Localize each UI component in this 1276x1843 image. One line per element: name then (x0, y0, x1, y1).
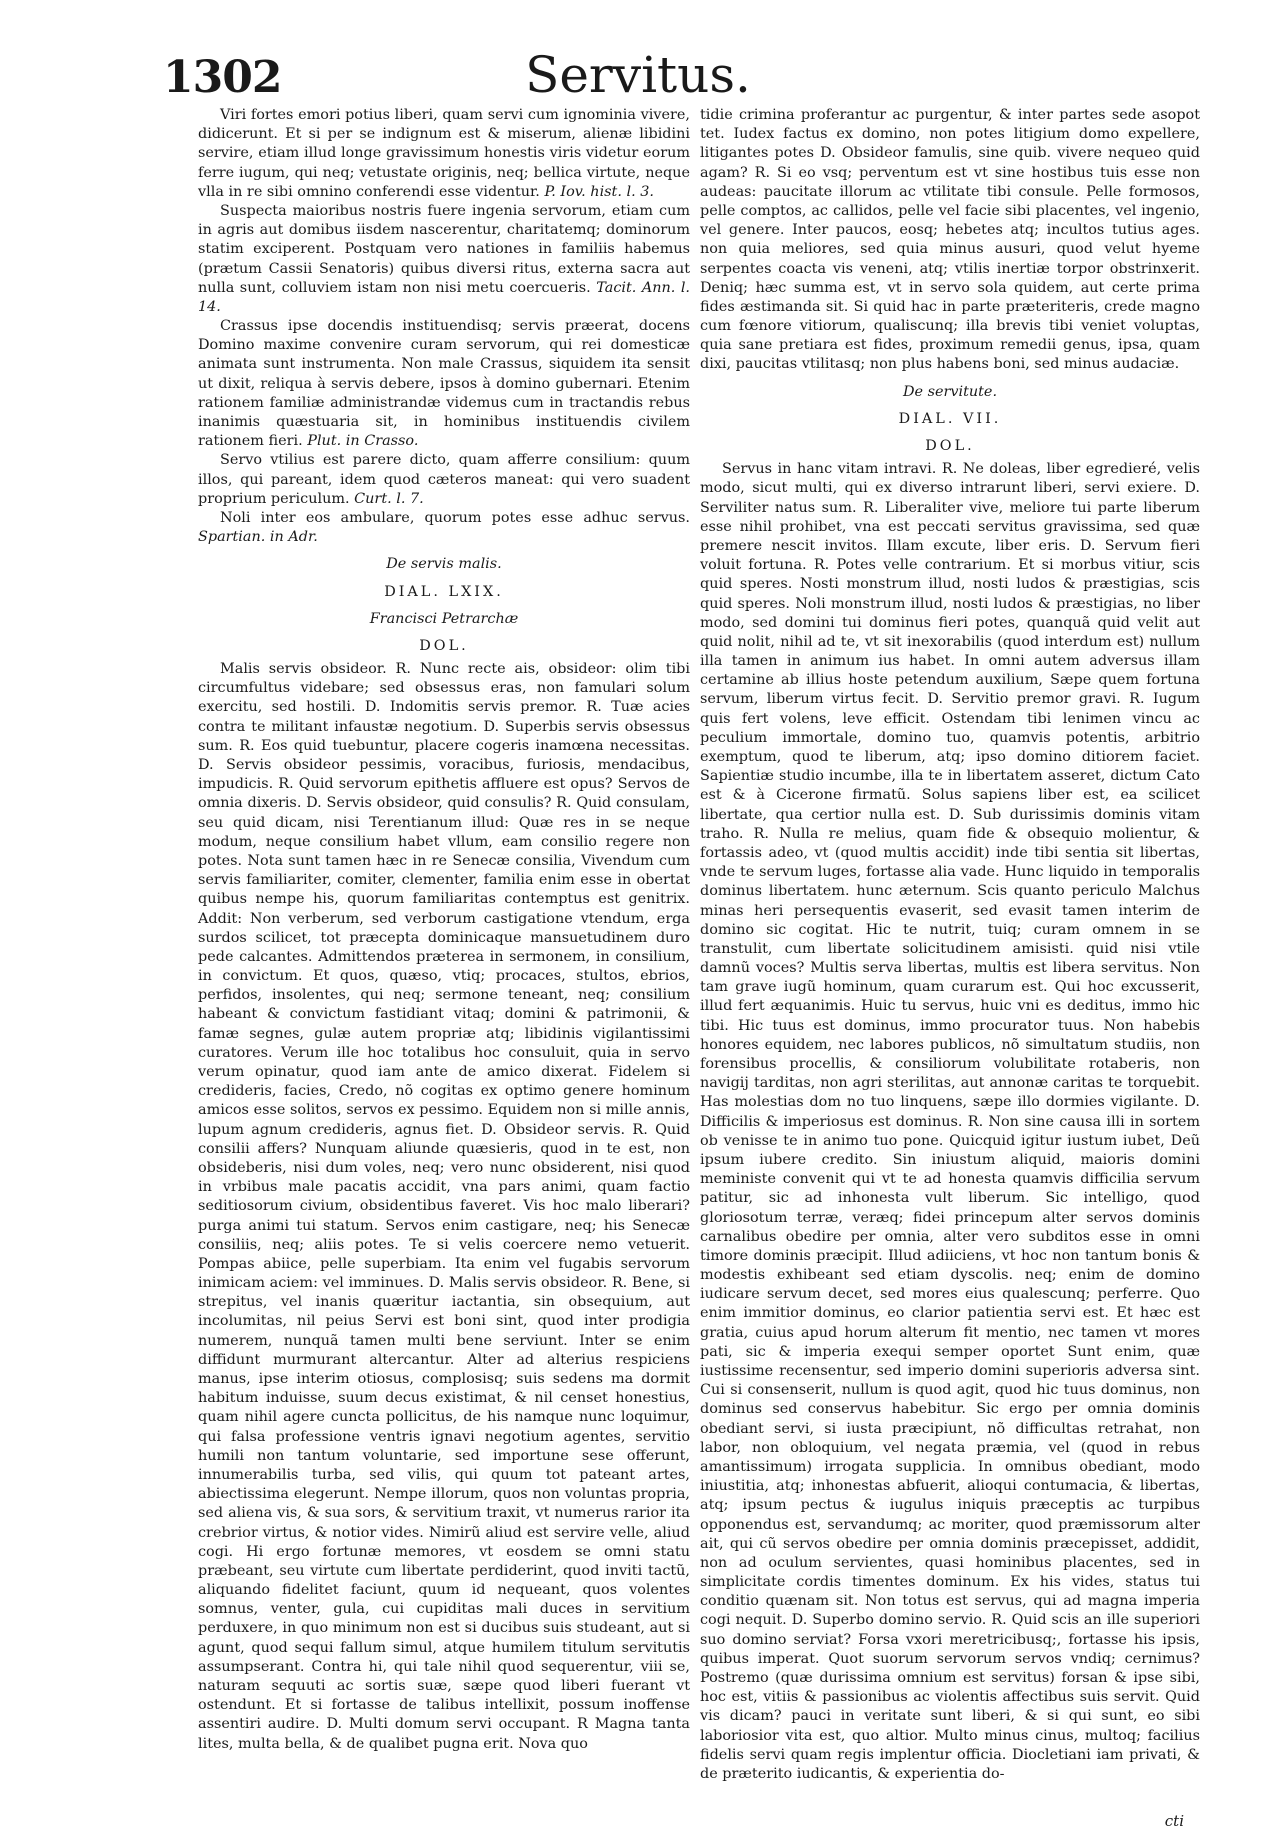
paragraph-text: Suspecta maioribus nostris fuere ingenia servorum, etiam cum in agris aut domibus iisdem nascerentur, charitatemq; dominorum statim exciperent. Postquam vero nationes in familiis habemus (prætum Cassii Senatoris) quibus diversi ritus, externa sacra aut nulla sunt, colluviem istam non nisi metu coercueris. (198, 202, 690, 296)
dialogue-number: DIAL. VII. (898, 410, 1002, 427)
lead-text: tidie crimina proferantur ac purgentur, & inter partes sede asopot tet. Iudex factus ex domino, non potes litigium domo expellere, litigantes potes D. Obsideor famulis, sine quib. vivere nequeo quid agam? R. Si eo vsq; perventum est vt sine hostibus tuis esse non audeas: paucitate illorum ac vtilitate tibi consule. Pelle formosos, pelle comptos, ac callidos, pelle vel facie sibi placentes, vel ingenio, vel genere. Inter paucos, eosq; hebetes atq; incultos tutius ages. non quia meliores, sed quia minus ausuri, quod velut hyeme serpentes coacta vis veneni, atq; vtilis inertiæ torpor obstrinxerit. Deniq; hæc summa est, vt in servo sola quidem, aut certe prima fides æstimanda sit. Si quid hac in parte præteriteris, crede magno cum fœnore vitiorum, qualiscunq; illa brevis tibi veniet voluptas, quia sane pretiara est fides, proximum remedii genus, ipsa, quam dixi, paucitas vtilitasq; non plus habens boni, sed minus audaciæ. (700, 107, 1200, 373)
dialogue-title: De servis malis. (386, 556, 502, 573)
paragraph (198, 106, 690, 202)
dialogue-text: Malis servis obsideor. R. Nunc recte ais, obsideor: olim tibi circumfultus videbare; sed obsessus eras, non famulari solum exercitu, sed hostili. D. Indomitis servis premor. R. Tuæ acies contra te militant infaustæ negotium. D. Superbis servis obsessus sum. R. Eos quid tuebuntur, placere cogeris inamœna necessitas. D. Servis obsideor pessimis, voracibus, furiosis, mendacibus, impudicis. R. Quid servorum epithetis affluere est opus? Servos de omnia dixeris. D. Servis obsideor, quid consulis? R. Quid consulam, seu quid dicam, nisi Terentianum illud: Quæ res in se neque modum, neque consilium habet vllum, eam consilio regere non potes. Nota sunt tamen hæc in re Senecæ consilia, Vivendum cum servis familiariter, comiter, clementer, familia enim esse in obertat quibus nempe his, quorum familiaritas contemptus est genitrix. Addit: Non verberum, sed verborum castigatione vtendum, erga surdos scilicet, tot præcepta dominicaque mansuetudinem duro pede calcantes. Admittendos præterea in sermonem, in consilium, in convictum. Et quos, quæso, vtiq; procaces, stultos, ebrios, perfidos, insolentes, qui neq; sermone teneant, neq; consilium habeant & convictum fastidiant vitaq; domini & patrimonii, & famæ segnes, gulæ autem propriæ atq; libidinis vigilantissimi curatores. Verum ille hoc totalibus hoc consuluit, quia in servo verum opinatur, quod iam ante de amico dixerat. Fidelem si credideris, facies, Credo, nõ cogitas ex optimo genere hominum amicos esse solitos, servos ex pessimo. Equidem non si mille annis, lupum agnum credideris, agnus fiet. D. Obsideor servis. R. Quid consilii affers? Nunquam aliunde quæsieris, quod in te est, non obsideberis, nisi dum voles, neq; vero nunc obsiderent, nisi quod in vrbibus male pacatis accidit, vna pars animi, quam factio seditiosorum civium, obsidentibus faveret. Vis hoc malo liberari? purga animi tui statum. Servos enim castigare, neq; his Senecæ consiliis, neq; aliis potes. Te si velis coercere nemo vetuerit. Pompas abiice, pelle superbiam. Ita enim vel fugabis servorum inimicam aciem: vel imminues. D. Malis servis obsideor. R. Bene, si strepitus, vel inanis quæritur iactantia, sin obsequium, aut incolumitas, nil peius Servi est boni sint, quod inter prodigia numerem, nunquã tamen multi bene serviunt. Inter se enim diffidunt murmurant altercantur. Alter ad alterius respiciens manus, ipse interim otiosus, complosisq; suis sedens ma dormit habitum induisse, suum decus existimat, & nil censet honestius, quam nihil agere cuncta pollicitus, de his namque nunc loquimur, qui falsa professione ventris ignavi negotium agentes, servitio humili non tantum voluntarie, sed importune sese offerunt, innumerabilis turba, sed vilis, qui quum tot pateant artes, abiectissima elegerunt. Nempe illorum, quos non voluntas propria, sed aliena vis, & sua sors, & servitium traxit, vt numerus rarior ita crebrior virtus, & notior vides. Nimirũ aliud est servire velle, aliud cogi. Hi ergo fortunæ memores, vt eosdem se omni statu præbeant, seu virtute cum libertate perdiderint, quod inviti tactũ, aliquando fidelitet faciunt, quum id nequeant, quos volentes somnus, venter, gula, cui cupiditas mali duces in servitium perduxere, in quo minimum non est si ducibus suis studeant, aut si agunt, quod sequi fallum simul, atque humilem titulum servitutis assumpserant. Contra hi, qui tale nihil quod sequerentur, viii se, naturam sequuti ac sortis suæ, sæpe quod liberi fuerant vt ostendunt. Et si fortasse de talibus intellixit, possum inoffense assentiri audire. D. Multi domum servi occupant. R Magna tanta lites, multa bella, & de qualibet pugna erit. Nova quo (198, 661, 690, 1752)
paragraph-text: Crassus ipse docendis instituendisq; servis præerat, docens Domino maxime convenire curam servorum, qui rei domesticæ animata sunt instrumenta. Non male Crassus, siquidem ita sensit ut dixit, reliqua à servis debere, ipsos à domino gubernari. Etenim rationem familiæ administrandæ videmus cum in tractandis rebus inanimis quæstuaria sit, in hominibus instituendis civilem rationem fieri. (198, 318, 690, 450)
paragraph (198, 451, 690, 509)
citation: Curt. l. 7. (354, 490, 424, 507)
dialogue-number: DIAL. LXIX. (384, 583, 504, 600)
paragraph-text: Viri fortes emori potius liberi, quam servi cum ignominia vivere, didicerunt. Et si per se indignum est & miserum, alienæ libidini servire, etiam illud longe gravissimum honestis viris videtur eorum ferre iugum, qui neq; vetustate originis, neq; bellica virtute, neque vlla in re sibi omnino conferendi esse videntur. (198, 107, 690, 200)
catchword: cti (1164, 1812, 1184, 1830)
right-column (700, 106, 1200, 1784)
speaker-label: DOL. (419, 637, 469, 654)
left-column (198, 106, 690, 1754)
paragraph (198, 202, 690, 317)
dialogue-author: Francisci Petrarchæ (369, 610, 519, 627)
paragraph-text: Servo vtilius est parere dicto, quam afferre consilium: quum illos, qui pareant, idem quod cæteros maneat: qui vero suadent proprium periculum. (198, 452, 690, 507)
citation: P. Iov. hist. l. 3. (544, 183, 654, 200)
page-number: 1302 (163, 52, 282, 103)
citation: Plut. in Crasso. (307, 433, 419, 450)
dialogue-title: De servitute. (902, 383, 998, 400)
paragraph (198, 317, 690, 451)
citation: Spartian. in Adr. (198, 529, 318, 546)
paragraph (198, 509, 690, 547)
citation: Tacit. Ann. l. 14. (198, 279, 690, 315)
running-head: Servitus. (525, 46, 751, 104)
dialogue-text: Servus in hanc vitam intravi. R. Ne doleas, liber egredieré, velis modo, sicut multi, qui ex diverso intrarunt liberi, servi exiere. D. Serviliter natus sum. R. Liberaliter vive, meliore tui parte liberum esse nihil prohibet, vna est peccati servitus gravissima, sed quæ premere nescit invitos. Illam excute, liber eris. D. Servum fieri voluit fortuna. R. Potes velle contrarium. Et si morbus vitiur, scis quid speres. Nosti monstrum illud, nosti ludos & præstigias, scis quid speres. Noli monstrum illud, nosti ludos & præstigias, no liber modo, sed domini tui dominus fieri potes, quanquã quid velit aut quid nolit, nihil ad te, vt sit inexorabilis (quod interdum est) nullum illa tamen in animum ius habet. In omni autem adversus illam certamine ab illius hoste petendum auxilium, Sæpe quem fortuna servum, liberum virtus fecit. D. Servitio premor gravi. R. Iugum quis fert volens, leve efficit. Ostendam tibi lenimen vincu ac peculium immortale, domino tuo, quamvis potentis, arbitrio exemptum, quod te liberum, atq; ipso domino ditiorem faciet. Sapientiæ studio incumbe, illa te in libertatem asseret, dictum Cato est & à Cicerone firmatũ. Solus sapiens liber est, ea scilicet libertate, qua certior nulla est. D. Sub durissimis dominis vitam traho. R. Nulla re melius, quam fide & obsequio molientur, & fortassis adeo, vt (quod multis accidit) inde tibi sentia sit libertas, vnde te servum luges, fortasse alia vade. Hunc liquido in temporalis dominus libertatem. hunc æternum. Scis quanto periculo Malchus minas heri persequentis evaserit, sed evasit tamen interim de domino sic cogitat. Hic te nutrit, tuiq; curam omnem in se transtulit, cum libertate solicitudinem amisisti. quid nisi vtile damnũ voces? Multis serva libertas, multis est libera servitus. Non tam grave iugũ hominum, quam curarum est. Qui hoc excusserit, illud fert æquanimis. Huic tu servus, huic vni es deditus, immo hic tibi. Hic tuus est dominus, immo procurator tuus. Non habebis honores equidem, nec labores publicos, nõ simultatum studiis, non forensibus procellis, & consiliorum volubilitate rotaberis, non navigij tarditas, non agri sterilitas, aut annonæ caritas te torquebit. Has molestias dom no tuo linquens, sæpe illo dormies vigilante. D. Difficilis & imperiosus est dominus. R. Non sine causa illi in sortem ob venisse te in animo tuo pone. Quicquid igitur iustum iubet, Deũ ipsum iubere credito. Sin iniustum aliquid, maioris domini meministe convenit qui vt te ad honesta quamvis difficilia servum patitur, sic ad inhonesta vult liberum. Sic intelligo, quod gloriosotum terræ, veræq; fidei princepum alter servos dominis carnalibus obedire per omnia, alter vero subditos esse in omni timore dominis præcipit. Illud adiiciens, vt hoc non tantum bonis & modestis exhibeant sed etiam dyscolis. neq; enim de domino iudicare servum decet, sed mores eius qualescunq; perferre. Quo enim immitior dominus, eo clarior patientia servi est. Et hæc est gratia, cuius apud horum alterum fit mentio, nec tamen vt mores pati, sic & imperia exequi semper oportet Sunt enim, quæ iustissime recensentur, sed imperio domini superioris adversa sint. Cui si consenserit, nullum is quod agit, quod hic tuus dominus, non dominus sed conservus habebitur. Sic ergo per omnia dominis obediant servi, si iusta præcipiunt, nõ difficultas retrahat, non labor, non obloquium, vel negata præmia, vel (quod in rebus amantissimum) irrogata supplicia. In omnibus obediant, modo iniustitia, atq; inhonestas abfuerit, alioqui contumacia, & libertas, atq; ipsum pectus & iugulus iniquis præceptis ac turpibus opponendus est, servandumq; ac moriter, quod præmissorum alter ait, qui cũ servos obedire per omnia dominis præcepisset, addidit, non ad oculum servientes, quasi hominibus placentes, sed in simplicitate cordis timentes dominum. Ex his vides, status tui conditio quænam sit. Non totus est servus, qui ad magna imperia cogi nequit. D. Superbo domino servio. R. Quid scis an ille superiori suo domino serviat? Forsa vxori meretricibusq;, fortasse his ipsis, quibus imperat. Quot suorum servorum servos vndiq; cernimus? Postremo (quæ durissima omnium est servitus) forsan & ipse sibi, hoc est, vitiis & passionibus ac violentis affectibus suis servit. Quid vis dicam? pauci in veritate sunt liberi, & si qui sunt, eo sibi laboriosior vita est, quo altior. Multo minus cinus, multoq; facilius fidelis servi quam regis implentur officia. Diocletiani iam privati, & de præterito iudicantis, & experientia do- (700, 461, 1200, 1782)
speaker-label: DOL. (925, 438, 975, 454)
paragraph-text: Noli inter eos ambulare, quorum potes esse adhuc servus. (220, 509, 690, 526)
